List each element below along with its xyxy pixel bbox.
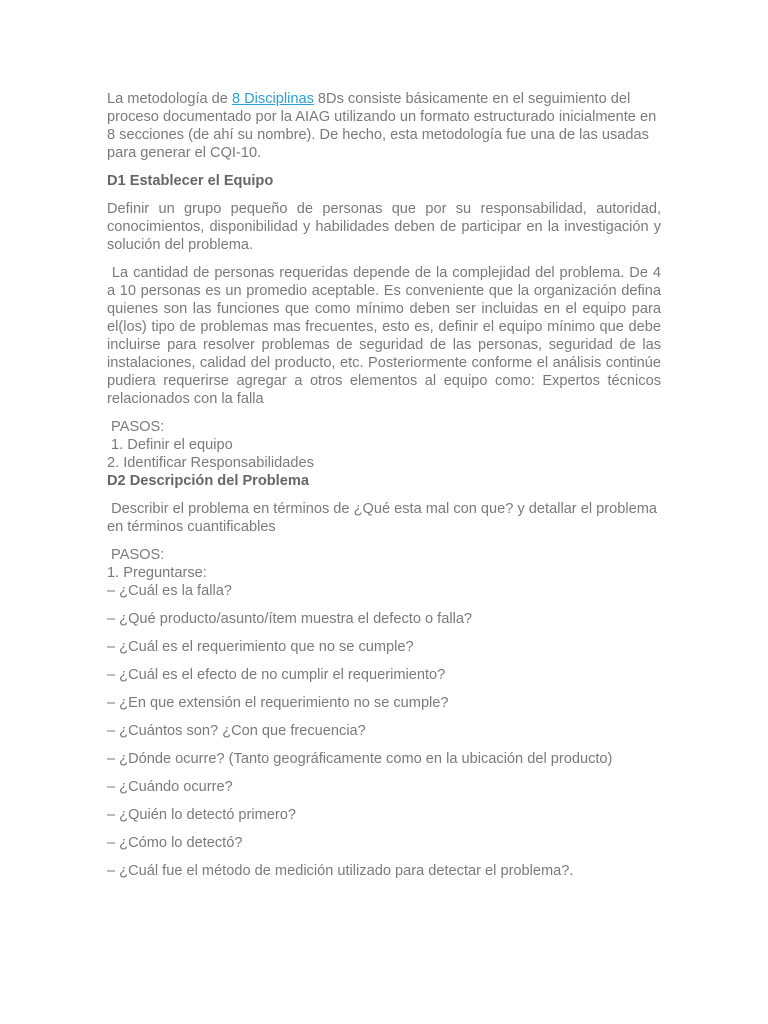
8-disciplinas-link[interactable]: 8 Disciplinas	[231, 91, 314, 107]
d1-paragraph-definition: Definir un grupo pequeño de personas que por su responsabilidad, autoridad, conocimientos, disponibilidad y habilidades deben de participar en la investigación y solución del problema.	[107, 201, 666, 253]
intro-text-before-link: La metodología de	[107, 91, 232, 107]
question-item: – ¿Qué producto/asunto/ítem muestra el defecto o falla?	[107, 611, 473, 627]
d1-pasos-label: PASOS:	[107, 419, 165, 435]
d1-step-1: 1. Definir el equipo	[107, 437, 233, 453]
d1-step-2: 2. Identificar Responsabilidades	[107, 455, 314, 471]
question-item: – ¿Cuándo ocurre?	[107, 779, 233, 795]
d2-question-list	[107, 582, 661, 880]
d1-heading: D1 Establecer el Equipo	[107, 173, 274, 189]
question-item: – ¿Cuál es el efecto de no cumplir el requerimiento?	[107, 667, 446, 683]
question-item: – ¿Cómo lo detectó?	[107, 835, 243, 851]
d2-heading: D2 Descripción del Problema	[107, 473, 309, 489]
question-item: – ¿Cuál fue el método de medición utilizado para detectar el problema?.	[107, 863, 574, 879]
d1-paragraph-team-size: La cantidad de personas requeridas depende de la complejidad del problema. De 4 a 10 personas es un promedio aceptable. Es conveniente que la organización defina quienes son las funciones que como mínimo deben ser incluidas en el equipo para el(los) tipo de problemas mas frecuentes, esto es, definir el equipo mínimo que debe incluirse para resolver problemas de seguridad de las personas, seguridad de las instalaciones, calidad del producto, etc. Posteriormente conforme el análisis continúe pudiera requerirse agregar a otros elementos al equipo como: Expertos técnicos relacionados con la falla	[107, 265, 666, 407]
d2-paragraph-description: Describir el problema en términos de ¿Qué esta mal con que? y detallar el problema en términos cuantificables	[107, 501, 662, 535]
d2-pasos-label: PASOS:	[107, 547, 165, 563]
question-item: – ¿Cuál es la falla?	[107, 583, 232, 599]
question-item: – ¿Quién lo detectó primero?	[107, 807, 297, 823]
d2-step-1: 1. Preguntarse:	[107, 565, 207, 581]
document-body	[107, 90, 666, 890]
question-item: – ¿Cuántos son? ¿Con que frecuencia?	[107, 723, 366, 739]
intro-paragraph	[107, 90, 661, 162]
intro-text-after-link: 8Ds consiste básicamente en el seguimiento del proceso documentado por la AIAG utilizando un formato estructurado inicialmente en 8 secciones (de ahí su nombre). De hecho, esta metodología fue una de las usadas para generar el CQI-10.	[107, 91, 657, 161]
question-item: – ¿Cuál es el requerimiento que no se cumple?	[107, 639, 414, 655]
question-item: – ¿En que extensión el requerimiento no se cumple?	[107, 695, 449, 711]
question-item: – ¿Dónde ocurre? (Tanto geográficamente como en la ubicación del producto)	[107, 751, 613, 767]
